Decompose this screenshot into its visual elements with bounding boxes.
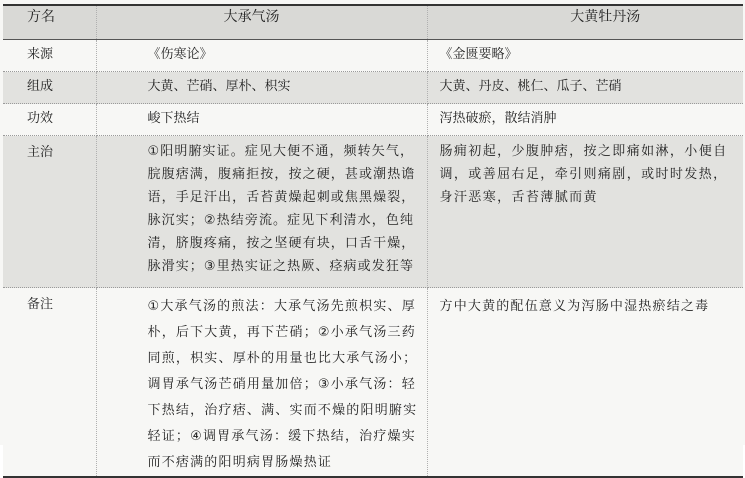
table-row-composition (3, 72, 743, 104)
row-label: 功效 (3, 104, 96, 136)
header-formula-a: 大承气汤 (96, 5, 427, 40)
cell-formula-a: ①大承气汤的煎法：大承气汤先煎枳实、厚朴，后下大黄，再下芒硝；②小承气汤三药同煎，枳实、厚朴的用量也比大承气汤小；调胃承气汤芒硝用量加倍；③小承气汤：轻下热结，治疗痞、满、实而不燥的阳明腑实轻证；④调胃承气汤：缓下热结，治疗燥实而不痞满的阳明病胃肠燥热证 (96, 288, 427, 478)
cell-formula-b: 大黄、丹皮、桃仁、瓜子、芒硝 (427, 72, 743, 104)
row-label: 来源 (3, 40, 96, 72)
cell-formula-a: ①阳明腑实证。症见大便不通，频转矢气，脘腹痞满，腹痛拒按，按之硬，甚或潮热谵语，手足汗出，舌苔黄燥起刺或焦黑燥裂，脉沉实；②热结旁流。症见下利清水，色纯清，脐腹疼痛，按之坚硬有块，口舌干燥，脉滑实；③里热实证之热厥、痉病或发狂等 (96, 136, 427, 288)
cell-formula-a: 《伤寒论》 (96, 40, 427, 72)
header-label-cell: 方名 (3, 5, 96, 40)
row-label: 主治 (3, 136, 96, 288)
cell-formula-b: 《金匮要略》 (427, 40, 743, 72)
table-row-source (3, 40, 743, 72)
table-header-row (3, 5, 743, 40)
cell-formula-a: 峻下热结 (96, 104, 427, 136)
cell-formula-b: 肠痈初起，少腹肿痞，按之即痛如淋，小便自调，或善屈右足，牵引则痛剧，或时时发热，身汗恶寒，舌苔薄腻而黄 (427, 136, 743, 288)
row-label: 组成 (3, 72, 96, 104)
table-row-notes (3, 288, 743, 478)
cell-formula-b: 泻热破瘀，散结消肿 (427, 104, 743, 136)
table-row-efficacy (3, 104, 743, 136)
cell-formula-b: 方中大黄的配伍意义为泻肠中湿热瘀结之毒 (427, 288, 743, 478)
formula-comparison-table (3, 4, 743, 478)
header-formula-b: 大黄牡丹汤 (427, 5, 743, 40)
table-row-indications (3, 136, 743, 288)
row-label: 备注 (3, 288, 96, 478)
cell-formula-a: 大黄、芒硝、厚朴、枳实 (96, 72, 427, 104)
